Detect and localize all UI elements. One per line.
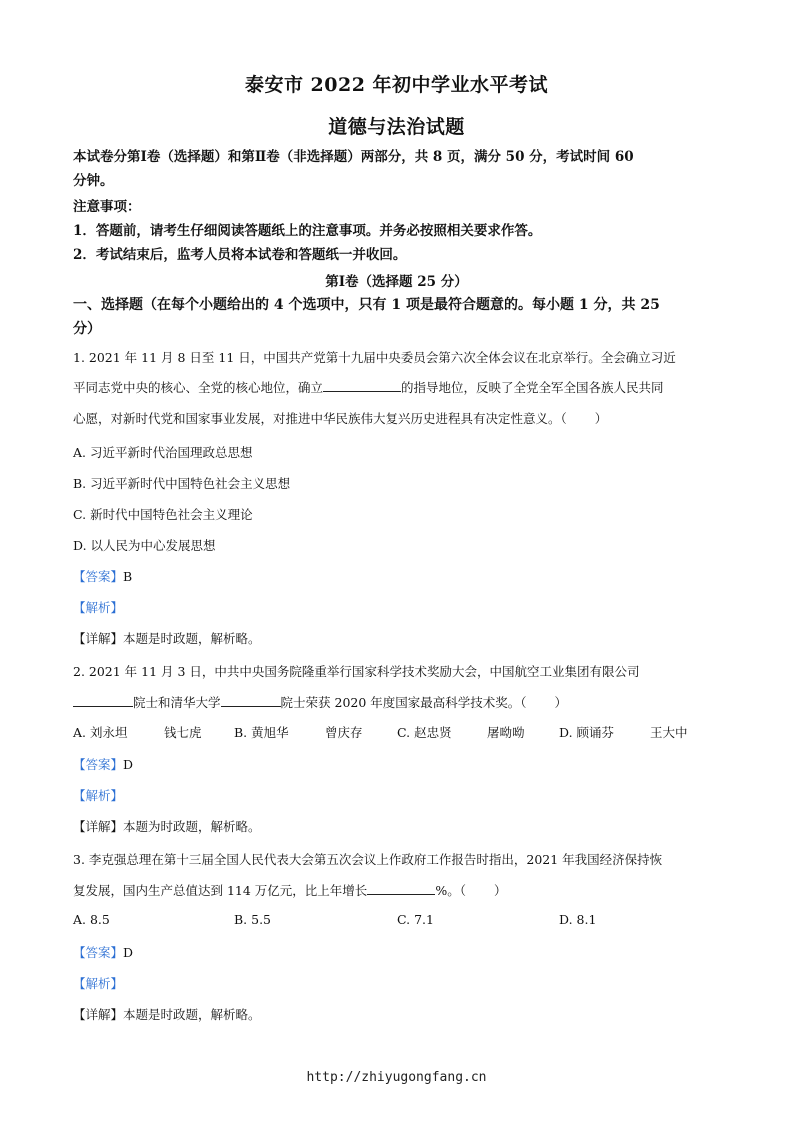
q2-detail bbox=[73, 817, 261, 835]
q2-line-2b: 院士荣获 2020 年度国家最高科学技术奖。（ bbox=[280, 695, 527, 710]
q1-blank bbox=[323, 377, 401, 392]
q1-line-1: 1. 2021 年 11 月 8 日至 11 日，中国共产党第十九届中央委员会第六次全体会议在北京举行。全会确立习近 bbox=[73, 350, 676, 365]
q2-blank-2 bbox=[221, 692, 281, 707]
notice-heading: 注意事项： bbox=[73, 199, 141, 215]
q3-paren-close: ） bbox=[493, 883, 507, 898]
section1-line-2: 分） bbox=[73, 321, 101, 337]
q3-option-b: B. 5.5 bbox=[234, 912, 272, 927]
q3-answer bbox=[73, 943, 133, 961]
q2-option-c: C. 赵忠贤 bbox=[397, 725, 452, 740]
page-title: 泰安市 2022 年初中学业水平考试 bbox=[244, 74, 549, 96]
notice-item-2: 2．考试结束后，监考人员将本试卷和答题纸一并收回。 bbox=[73, 247, 407, 263]
q2-option-d: D. 顾诵芬 bbox=[559, 725, 615, 740]
q2-answer-value: D bbox=[123, 757, 134, 772]
q3-line-1: 3. 李克强总理在第十三届全国人民代表大会第五次会议上作政府工作报告时指出，2021 年我国经济保持恢 bbox=[73, 852, 663, 867]
q3-answer-value: D bbox=[123, 945, 134, 960]
q1-paren-close: ） bbox=[594, 411, 608, 426]
q3-option-d: D. 8.1 bbox=[559, 912, 597, 927]
q2-analysis bbox=[73, 786, 123, 804]
q1-detail-text: 本题是时政题，解析略。 bbox=[123, 631, 261, 646]
q1-line-3 bbox=[73, 403, 733, 434]
q3-option-c: C. 7.1 bbox=[397, 912, 434, 927]
notice-item-1: 1．答题前，请考生仔细阅读答题纸上的注意事项。并务必按照相关要求作答。 bbox=[73, 223, 542, 239]
q2-option-a: A. 刘永坦 bbox=[73, 725, 128, 740]
q3-line-2 bbox=[73, 875, 733, 906]
q3-answer-tag: 【答案】 bbox=[73, 945, 124, 960]
q2-answer bbox=[73, 755, 133, 773]
intro-line-1: 本试卷分第Ⅰ卷（选择题）和第Ⅱ卷（非选择题）两部分，共 8 页，满分 50 分，考试时间 60 bbox=[73, 149, 634, 165]
q2-line-2a: 院士和清华大学 bbox=[133, 695, 221, 710]
q2-option-d-second: 王大中 bbox=[650, 725, 688, 740]
q1-option-d: D. 以人民为中心发展思想 bbox=[73, 538, 216, 553]
q2-line-2 bbox=[73, 687, 733, 718]
q3-line-2a: 复发展，国内生产总值达到 114 万亿元，比上年增长 bbox=[73, 883, 368, 898]
q2-option-a-second: 钱七虎 bbox=[164, 725, 202, 740]
q1-line-2b: 的指导地位，反映了全党全军全国各族人民共同 bbox=[401, 380, 664, 395]
q1-answer-tag: 【答案】 bbox=[73, 569, 124, 584]
q3-line-2b: %。（ bbox=[435, 883, 466, 898]
q3-analysis bbox=[73, 974, 123, 992]
intro-line-2: 分钟。 bbox=[73, 173, 114, 189]
q1-line-2 bbox=[73, 372, 733, 403]
page-subtitle: 道德与法治试题 bbox=[328, 116, 465, 138]
q3-blank bbox=[367, 880, 435, 895]
q1-option-c: C. 新时代中国特色社会主义理论 bbox=[73, 507, 253, 522]
q1-option-b: B. 习近平新时代中国特色社会主义思想 bbox=[73, 476, 291, 491]
q3-detail-text: 本题是时政题，解析略。 bbox=[123, 1007, 261, 1022]
q1-option-a: A. 习近平新时代治国理政总思想 bbox=[73, 445, 253, 460]
q2-option-b-second: 曾庆存 bbox=[325, 725, 363, 740]
q2-detail-tag: 【详解】 bbox=[73, 819, 124, 834]
q1-detail bbox=[73, 629, 261, 647]
q1-analysis-tag: 【解析】 bbox=[73, 600, 124, 615]
q1-detail-tag: 【详解】 bbox=[73, 631, 124, 646]
q1-answer-value: B bbox=[123, 569, 133, 584]
q1-line-2a: 平同志党中央的核心、全党的核心地位，确立 bbox=[73, 380, 324, 395]
q2-option-c-second: 屠呦呦 bbox=[487, 725, 525, 740]
q2-option-b: B. 黄旭华 bbox=[234, 725, 289, 740]
q3-detail bbox=[73, 1005, 261, 1023]
q2-analysis-tag: 【解析】 bbox=[73, 788, 124, 803]
footer-url[interactable]: http://zhiyugongfang.cn bbox=[306, 1070, 487, 1085]
section1-line-1: 一、选择题（在每个小题给出的 4 个选项中，只有 1 项是最符合题意的。每小题 1 分，共 25 bbox=[73, 297, 660, 313]
part1-heading: 第Ⅰ卷（选择题 25 分） bbox=[325, 274, 468, 290]
q3-option-a: A. 8.5 bbox=[73, 912, 110, 927]
q2-detail-text: 本题为时政题，解析略。 bbox=[123, 819, 261, 834]
q3-detail-tag: 【详解】 bbox=[73, 1007, 124, 1022]
q3-analysis-tag: 【解析】 bbox=[73, 976, 124, 991]
q2-paren-close: ） bbox=[554, 695, 568, 710]
q2-blank-1 bbox=[73, 692, 133, 707]
q2-answer-tag: 【答案】 bbox=[73, 757, 124, 772]
q2-line-1: 2. 2021 年 11 月 3 日，中共中央国务院隆重举行国家科学技术奖励大会，中国航空工业集团有限公司 bbox=[73, 664, 640, 679]
q1-analysis bbox=[73, 598, 123, 616]
q1-answer bbox=[73, 567, 132, 585]
q1-line-3-text: 心愿，对新时代党和国家事业发展，对推进中华民族伟大复兴历史进程具有决定性意义。（ bbox=[73, 411, 567, 426]
